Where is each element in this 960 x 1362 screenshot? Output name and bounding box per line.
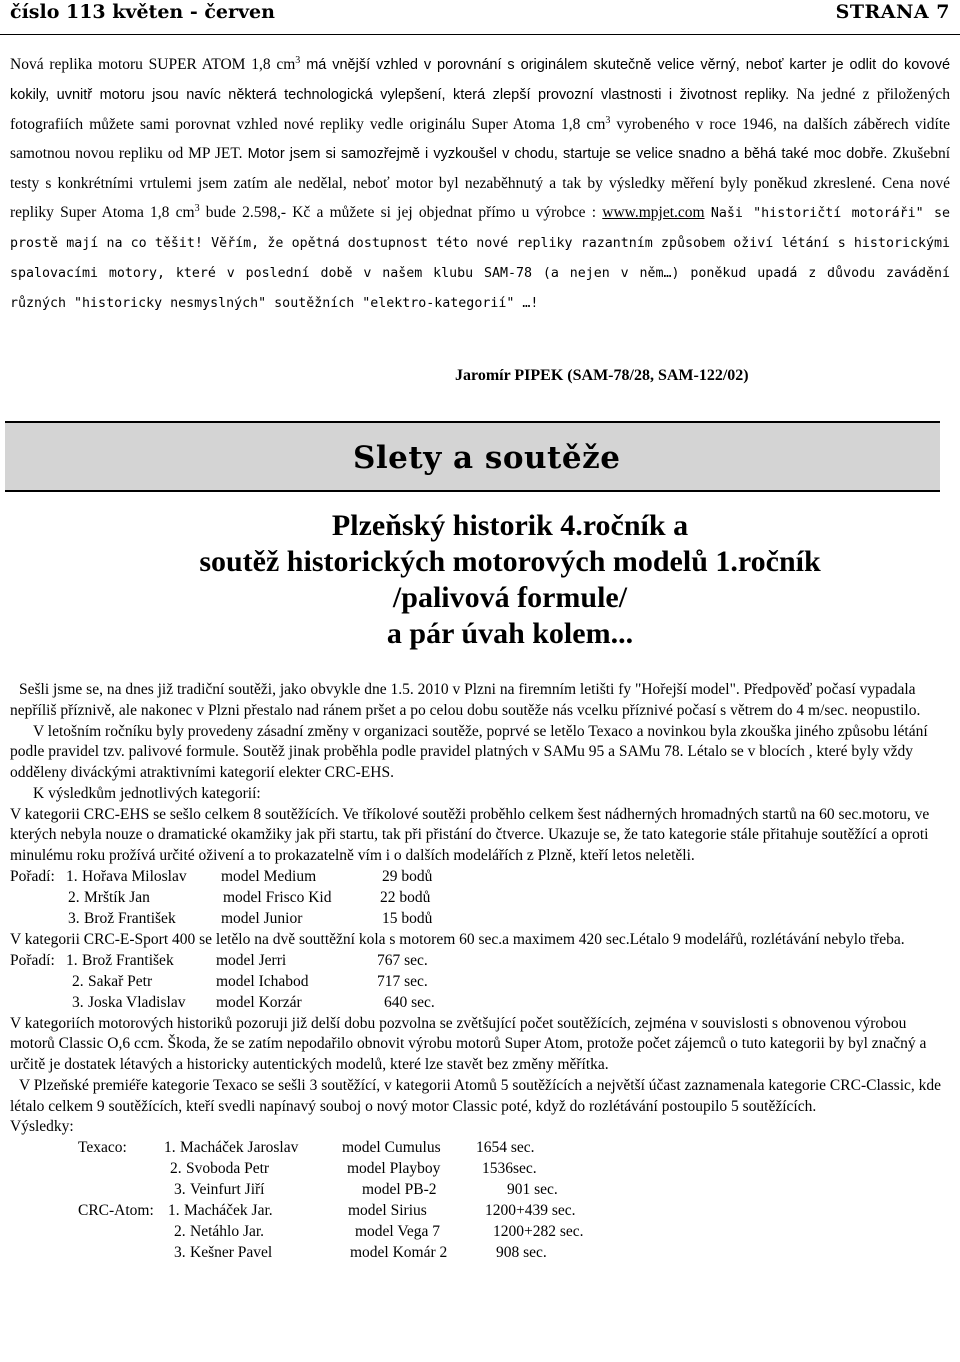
result-name: Brož František [84, 909, 176, 927]
intro-text: Naši "historičtí motoráři" se prostě mají na co těšit! [10, 206, 950, 251]
result-model: model Frisco Kid [223, 888, 332, 906]
result-name: Svoboda Petr [186, 1160, 270, 1177]
results-label: Výsledky: [10, 1118, 74, 1136]
superscript: 3 [194, 202, 200, 214]
result-score: 1654 sec. [476, 1139, 535, 1156]
result-rank: 1. [66, 867, 78, 885]
article-paragraph: V kategorii CRC-EHS se sešlo celkem 8 soutěžících. Ve tříkolové soutěži proběhlo celkem šest nádherných hromadných startů na 60 sec.motoru, ve kterých nebyla nouze o dramatické okamžiky jak při startu, tak při přistání do čtverce. Ukazuje se, že tato kategorie stále přitahuje soutěžící a oproti minulému roku prožívá určité oživení a to prokazatelně vím i o dalších modelářích z Plzně, kteří letos neletěli. [10, 805, 930, 864]
result-score: 908 sec. [496, 1244, 547, 1261]
intro-text: Motor jsem si samozřejmě i vyzkoušel v chodu, startuje se velice snadno a běhá také moc dobře. [242, 146, 888, 162]
result-name: Veinfurt Jiří [190, 1181, 265, 1198]
section-title: Slety a soutěže [353, 440, 621, 476]
intro-text: bude 2.598,- Kč a můžete si jej objednat přímo u výrobce : [199, 204, 603, 221]
result-score: 15 bodů [382, 909, 433, 927]
headline-line: soutěž historických motorových modelů 1.ročník [199, 545, 821, 578]
result-name: Macháček Jaroslav [180, 1139, 299, 1156]
result-rank: 2. [170, 1160, 182, 1177]
superscript: 3 [295, 54, 301, 66]
result-score: 901 sec. [507, 1181, 558, 1198]
result-row [10, 1222, 955, 1243]
article-paragraph: V Plzeňské premiéře kategorie Texaco se sešli 3 soutěžící, v kategorii Atomů 5 soutěžících a největší účast zaznamenala kategorie CRC-Classic, kde létalo celkem 9 soutěžících, kteří svedli napínavý souboj o nový motor Classic poté, když do rozlétávání postoupilo 5 soutěžících. [10, 1076, 942, 1115]
headline-line: a pár úvah kolem... [386, 617, 634, 650]
superscript: 3 [605, 114, 611, 126]
result-name: Netáhlo Jar. [190, 1223, 265, 1240]
result-rank: 2. [68, 888, 80, 906]
result-rank: 3. [72, 993, 84, 1011]
headline-line: Plzeňský historik 4.ročník a [331, 509, 689, 542]
result-row [10, 1138, 955, 1159]
result-model: model Komár 2 [350, 1244, 448, 1261]
result-score: 640 sec. [384, 993, 435, 1011]
result-model: model Korzár [216, 993, 302, 1011]
article-paragraph: K výsledkům jednotlivých kategorií: [33, 784, 261, 802]
result-name: Sakař Petr [88, 972, 153, 990]
result-score: 1536sec. [482, 1160, 537, 1177]
intro-text: Zkušební testy s konkrétními vrtulemi jsem zatím ale nedělal, neboť motor byl nezaběhnutý a tak by výsledky měření byly poněkud zkreslené. Cena nové repliky Super Atoma 1,8 cm [10, 145, 950, 221]
article-headline [0, 508, 960, 652]
result-category: CRC-Atom: [78, 1202, 154, 1219]
result-model: model Vega 7 [355, 1223, 440, 1240]
result-rank: 3. [68, 909, 80, 927]
result-rank: 1. [164, 1139, 176, 1156]
result-rank: 1. [66, 951, 78, 969]
results-texaco-atom [10, 1138, 955, 1264]
result-model: model Playboy [347, 1160, 441, 1177]
result-row [10, 972, 955, 993]
article-paragraph: Sešli jsme se, na dnes již tradiční soutěži, jako obvykle dne 1.5. 2010 v Plzni na firemním letišti fy "Hořejší model". Předpověď počasí vypadala nepříliš příznivě, ale nakonec v Plzni přestalo nad ránem pršet a po celou dobu soutěže nás vcelku příznivé počasí s větrem do 4 m/sec. neopustilo. [10, 681, 921, 719]
result-row [10, 1159, 955, 1180]
headline-line: /palivová formule/ [392, 581, 628, 614]
results-crc-ehs [10, 867, 955, 930]
intro-text: vyrobeného v roce 1946, na dalších záběrech vidíte samotnou novou repliku od MP JET. [10, 116, 951, 162]
result-row [10, 888, 955, 909]
result-category: Texaco: [78, 1139, 127, 1156]
article-paragraph: V kategoriích motorových historiků pozoruji již delší dobu pozvolna se zvětšující počet soutěžících, zejména v souvislosti s obnovenou výrobou motorů Classic O,6 ccm. Škoda, že se zatím nepodařilo obnovit výrobu motorů Super Atom, protože počet zájemců o tuto kategorii by byl značný a určitě je dostatek létavých a historicky autentických modelů, které lze stavět bez změny měřítka. [10, 1014, 927, 1073]
result-name: Joska Vladislav [88, 993, 186, 1011]
result-score: 29 bodů [382, 867, 433, 885]
result-name: Brož František [82, 951, 174, 969]
issue-label: číslo 113 květen - červen [10, 1, 275, 23]
section-banner [5, 421, 940, 492]
result-score: 717 sec. [377, 972, 428, 990]
result-prefix: Pořadí: [10, 951, 55, 969]
intro-text: má vnější vzhled v porovnání s originálem skutečně velice věrný, neboť karter je odlit do kovové kokily, uvnitř motoru jsou navíc některá technologická vylepšení, která zlepší provozní vlastnosti i životnost repliky. [10, 57, 951, 103]
intro-text: Na jedné z přiložených fotografiích můžete sami porovnat vzhled nové repliky vedle originálu Super Atoma 1,8 cm [10, 86, 950, 133]
results-crc-e-sport [10, 951, 955, 1014]
page-number: STRANA 7 [835, 1, 950, 23]
result-row [10, 1243, 955, 1264]
result-row [10, 909, 955, 930]
result-model: model Ichabod [216, 972, 309, 990]
result-model: model Cumulus [342, 1139, 441, 1156]
article-paragraph: V kategorii CRC-E-Sport 400 se letělo na dvě souttěžní kola s motorem 60 sec.a maximem 420 sec.Létalo 9 modelářů, rozlétávání nebylo třeba. [10, 930, 905, 948]
article-paragraph: V letošním ročníku byly provedeny zásadní změny v organizaci soutěže, poprvé se letělo Texaco a novinkou byla zkouška jiného způsobu létání podle pravidel tzv. palivové formule. Soutěž jinak proběhla podle pravidel platných v SAMu 95 a SAMu 78. Létalo se v blocích , které byly vždy odděleny diváckými atraktivními kategorií elekter CRC-EHS. [10, 722, 928, 781]
result-row [10, 1201, 955, 1222]
result-model: model PB-2 [362, 1181, 437, 1198]
result-model: model Sirius [348, 1202, 427, 1219]
result-rank: 2. [174, 1223, 186, 1240]
result-name: Hořava Miloslav [82, 867, 187, 885]
result-score: 1200+439 sec. [485, 1202, 576, 1219]
result-row [10, 1180, 955, 1201]
result-row [10, 951, 955, 972]
result-model: model Medium [221, 867, 317, 885]
result-rank: 1. [168, 1202, 180, 1219]
result-prefix: Pořadí: [10, 867, 55, 885]
result-row [10, 867, 955, 888]
result-score: 767 sec. [377, 951, 428, 969]
intro-text: Nová replika motoru SUPER ATOM 1,8 cm [10, 56, 296, 73]
page-header [0, 0, 960, 35]
result-name: Kešner Pavel [190, 1244, 273, 1261]
result-rank: 3. [174, 1244, 186, 1261]
result-rank: 2. [72, 972, 84, 990]
intro-text: Věřím, že opětná dostupnost této nové repliky razantním způsobem oživí létání s historickými spalovacími motory, které v poslední době v našem klubu SAM-78 (a nejen v něm…) poněkud upadá z důvodu zavádění různých "historicky nesmyslných" soutěžních "elektro-kategorií" …! [10, 236, 950, 311]
result-name: Mrštík Jan [84, 888, 150, 906]
result-name: Macháček Jar. [184, 1202, 273, 1219]
result-model: model Junior [221, 909, 303, 927]
article-body [10, 680, 955, 1264]
result-row [10, 993, 955, 1014]
result-rank: 3. [174, 1181, 186, 1198]
intro-paragraph [10, 50, 950, 318]
result-model: model Jerri [216, 951, 287, 969]
result-score: 22 bodů [380, 888, 431, 906]
author-signature: Jaromír PIPEK (SAM-78/28, SAM-122/02) [455, 367, 749, 384]
manufacturer-link[interactable]: www.mpjet.com [602, 204, 705, 221]
result-score: 1200+282 sec. [493, 1223, 584, 1240]
